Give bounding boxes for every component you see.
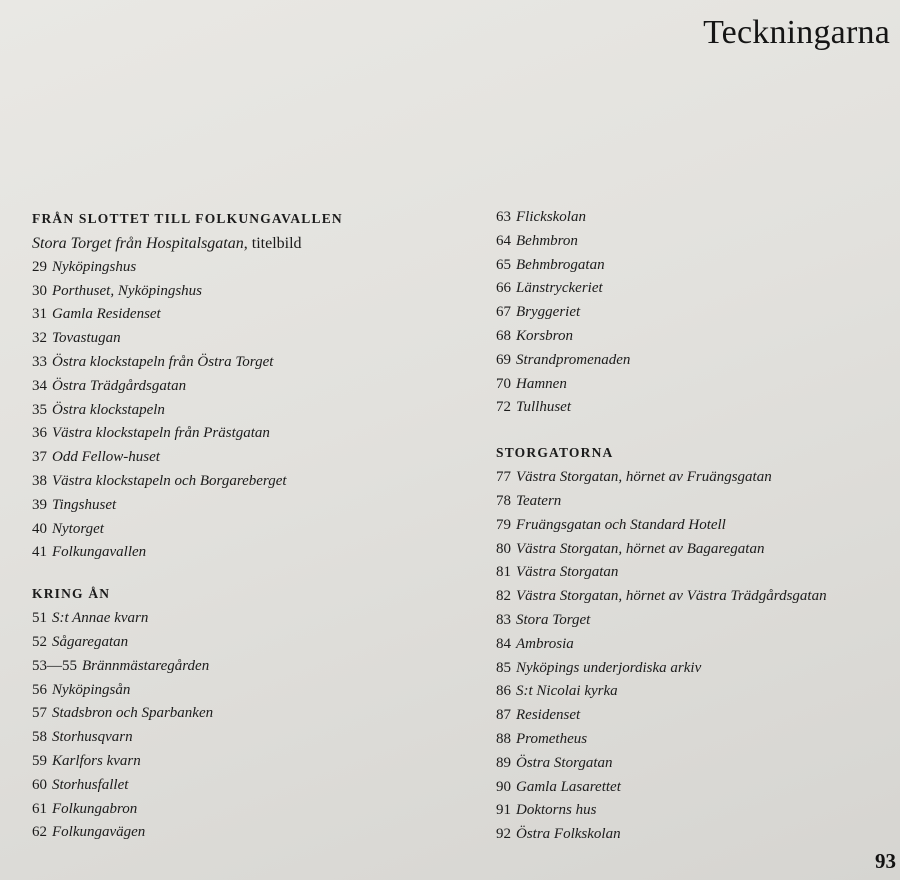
item-title: Gamla Lasarettet [516, 778, 621, 795]
item-title: Bryggeriet [516, 304, 581, 321]
item-number: 66 [496, 280, 511, 297]
item-title: Västra Storgatan, hörnet av Bagaregatan [516, 540, 765, 557]
item-title: Korsbron [516, 327, 573, 344]
list-item [496, 206, 896, 230]
item-number: 80 [496, 540, 511, 557]
list-item [496, 373, 896, 397]
item-title: Hamnen [516, 375, 567, 392]
item-number: 78 [496, 492, 511, 509]
list-item [496, 254, 896, 278]
item-number: 57 [32, 705, 47, 722]
list-item [32, 446, 432, 470]
item-number: 84 [496, 635, 511, 652]
list-item [496, 585, 896, 609]
item-number: 90 [496, 778, 511, 795]
item-title: Fruängsgatan och Standard Hotell [516, 516, 726, 533]
item-number: 83 [496, 611, 511, 628]
item-number: 88 [496, 730, 511, 747]
item-title: Nytorget [52, 520, 104, 537]
item-number: 79 [496, 516, 511, 533]
list-item [496, 561, 896, 585]
list-item [32, 256, 432, 280]
title-image-suffix: , titelbild [243, 235, 302, 252]
item-number: 68 [496, 327, 511, 344]
item-number: 39 [32, 496, 47, 513]
list-item [32, 351, 432, 375]
item-title: Västra Storgatan, hörnet av Fruängsgatan [516, 469, 772, 486]
section-heading-kring-an: KRING ÅN [32, 586, 111, 602]
item-title: Östra klockstapeln från Östra Torget [52, 353, 274, 370]
list-item [496, 657, 896, 681]
left-column [32, 206, 432, 845]
item-number: 87 [496, 707, 511, 724]
item-title: Behmbrogatan [516, 256, 605, 273]
item-title: Doktorns hus [516, 802, 597, 819]
item-title: Behmbron [516, 232, 578, 249]
list-item [32, 726, 432, 750]
item-number: 33 [32, 353, 47, 370]
list-item [32, 821, 432, 845]
section-heading-storgatorna: STORGATORNA [496, 445, 614, 461]
list-item [32, 655, 432, 679]
list-item [496, 704, 896, 728]
item-number: 89 [496, 754, 511, 771]
right-column [496, 206, 896, 847]
item-title: Tullhuset [516, 399, 572, 416]
item-title: Västra klockstapeln och Borgareberget [52, 472, 287, 489]
list-item [32, 750, 432, 774]
list-slottet [32, 256, 432, 565]
item-number: 30 [32, 282, 47, 299]
item-number: 72 [496, 399, 511, 416]
section-heading-slottet: FRÅN SLOTTET TILL FOLKUNGAVALLEN [32, 211, 343, 226]
list-item [32, 631, 432, 655]
list-item [496, 799, 896, 823]
item-title: Östra klockstapeln [52, 401, 165, 418]
list-item [496, 490, 896, 514]
item-title: Storhusfallet [52, 776, 129, 793]
item-title: Västra klockstapeln från Prästgatan [52, 425, 270, 442]
item-title: Sågaregatan [52, 633, 129, 650]
item-number: 58 [32, 729, 47, 746]
item-title: Nyköpingsån [52, 681, 131, 698]
item-number: 63 [496, 209, 511, 225]
list-item [32, 518, 432, 542]
list-item [32, 375, 432, 399]
list-kring-an [32, 607, 432, 845]
page-number: 93 [875, 849, 896, 873]
list-item [496, 277, 896, 301]
list-kring-an-continued [496, 206, 896, 420]
item-title: Västra Storgatan, hörnet av Västra Trädgårdsgatan [516, 588, 827, 605]
item-number: 70 [496, 375, 511, 392]
title-image-entry [32, 232, 432, 256]
item-title: Odd Fellow-huset [52, 449, 160, 466]
item-title: Tingshuset [52, 496, 117, 513]
list-item [496, 823, 896, 847]
item-title: Stadsbron och Sparbanken [52, 705, 214, 722]
item-title: Ambrosia [516, 635, 574, 652]
item-number: 69 [496, 351, 511, 368]
item-number: 40 [32, 520, 47, 537]
list-item [32, 327, 432, 351]
item-title: Folkungabron [52, 800, 138, 817]
item-number: 51 [32, 610, 47, 627]
item-title: S:t Annae kvarn [52, 610, 149, 627]
list-item [496, 633, 896, 657]
item-title: Östra Folkskolan [516, 826, 621, 843]
item-number: 81 [496, 564, 511, 581]
item-number: 37 [32, 449, 47, 466]
title-image-text: Stora Torget från Hospitalsgatan [32, 235, 244, 252]
list-item [496, 752, 896, 776]
item-number: 41 [32, 544, 47, 561]
list-item [496, 680, 896, 704]
item-number: 65 [496, 256, 511, 273]
item-number: 86 [496, 683, 511, 700]
item-number: 38 [32, 472, 47, 489]
item-title: Länstryckeriet [516, 280, 603, 297]
list-item [32, 280, 432, 304]
page-title: Teckningarna [703, 14, 890, 51]
list-item [32, 303, 432, 327]
item-title: Strandpromenaden [516, 351, 631, 368]
item-number: 35 [32, 401, 47, 418]
list-item [32, 422, 432, 446]
item-number: 56 [32, 681, 47, 698]
item-number: 67 [496, 304, 511, 321]
item-title: Flickskolan [516, 209, 586, 225]
list-item [496, 466, 896, 490]
list-item [496, 301, 896, 325]
item-number: 29 [32, 258, 47, 275]
item-title: Tovastugan [52, 330, 121, 347]
list-storgatorna [496, 466, 896, 847]
list-item [496, 230, 896, 254]
item-number: 34 [32, 377, 47, 394]
item-title: Folkungavallen [52, 544, 147, 561]
list-item [32, 607, 432, 631]
item-title: Östra Storgatan [516, 754, 613, 771]
item-title: Stora Torget [516, 611, 591, 628]
item-number: 31 [32, 306, 47, 323]
list-item [496, 396, 896, 420]
item-title: Folkungavägen [52, 824, 146, 841]
item-title: Storhusqvarn [52, 729, 133, 746]
item-title: Brännmästaregården [82, 657, 210, 674]
item-number: 77 [496, 469, 511, 486]
list-item [32, 774, 432, 798]
item-title: Nyköpingshus [52, 258, 137, 275]
item-title: S:t Nicolai kyrka [516, 683, 618, 700]
list-item [496, 728, 896, 752]
list-item [32, 679, 432, 703]
list-item [496, 349, 896, 373]
item-number: 92 [496, 826, 511, 843]
item-title: Porthuset, Nyköpingshus [52, 282, 202, 299]
item-title: Residenset [516, 707, 581, 724]
list-item [32, 494, 432, 518]
item-number: 62 [32, 824, 47, 841]
list-item [32, 541, 432, 565]
item-number: 85 [496, 659, 511, 676]
item-number: 91 [496, 802, 511, 819]
item-title: Prometheus [516, 730, 588, 747]
item-title: Teatern [516, 492, 562, 509]
item-number: 32 [32, 330, 47, 347]
item-number: 61 [32, 800, 47, 817]
list-item [496, 514, 896, 538]
item-title: Gamla Residenset [52, 306, 161, 323]
item-title: Östra Trädgårdsgatan [52, 377, 187, 394]
list-item [32, 702, 432, 726]
list-item [32, 798, 432, 822]
item-number: 64 [496, 232, 511, 249]
list-item [496, 325, 896, 349]
item-number: 82 [496, 588, 511, 605]
item-number: 60 [32, 776, 47, 793]
item-number: 59 [32, 752, 47, 769]
list-item [32, 399, 432, 423]
list-item [496, 776, 896, 800]
item-title: Västra Storgatan [516, 564, 619, 581]
item-title: Nyköpings underjordiska arkiv [516, 659, 702, 676]
item-number: 53—55 [32, 657, 77, 674]
item-number: 36 [32, 425, 47, 442]
list-item [32, 470, 432, 494]
list-item [496, 538, 896, 562]
item-title: Karlfors kvarn [52, 752, 141, 769]
item-number: 52 [32, 633, 47, 650]
list-item [496, 609, 896, 633]
